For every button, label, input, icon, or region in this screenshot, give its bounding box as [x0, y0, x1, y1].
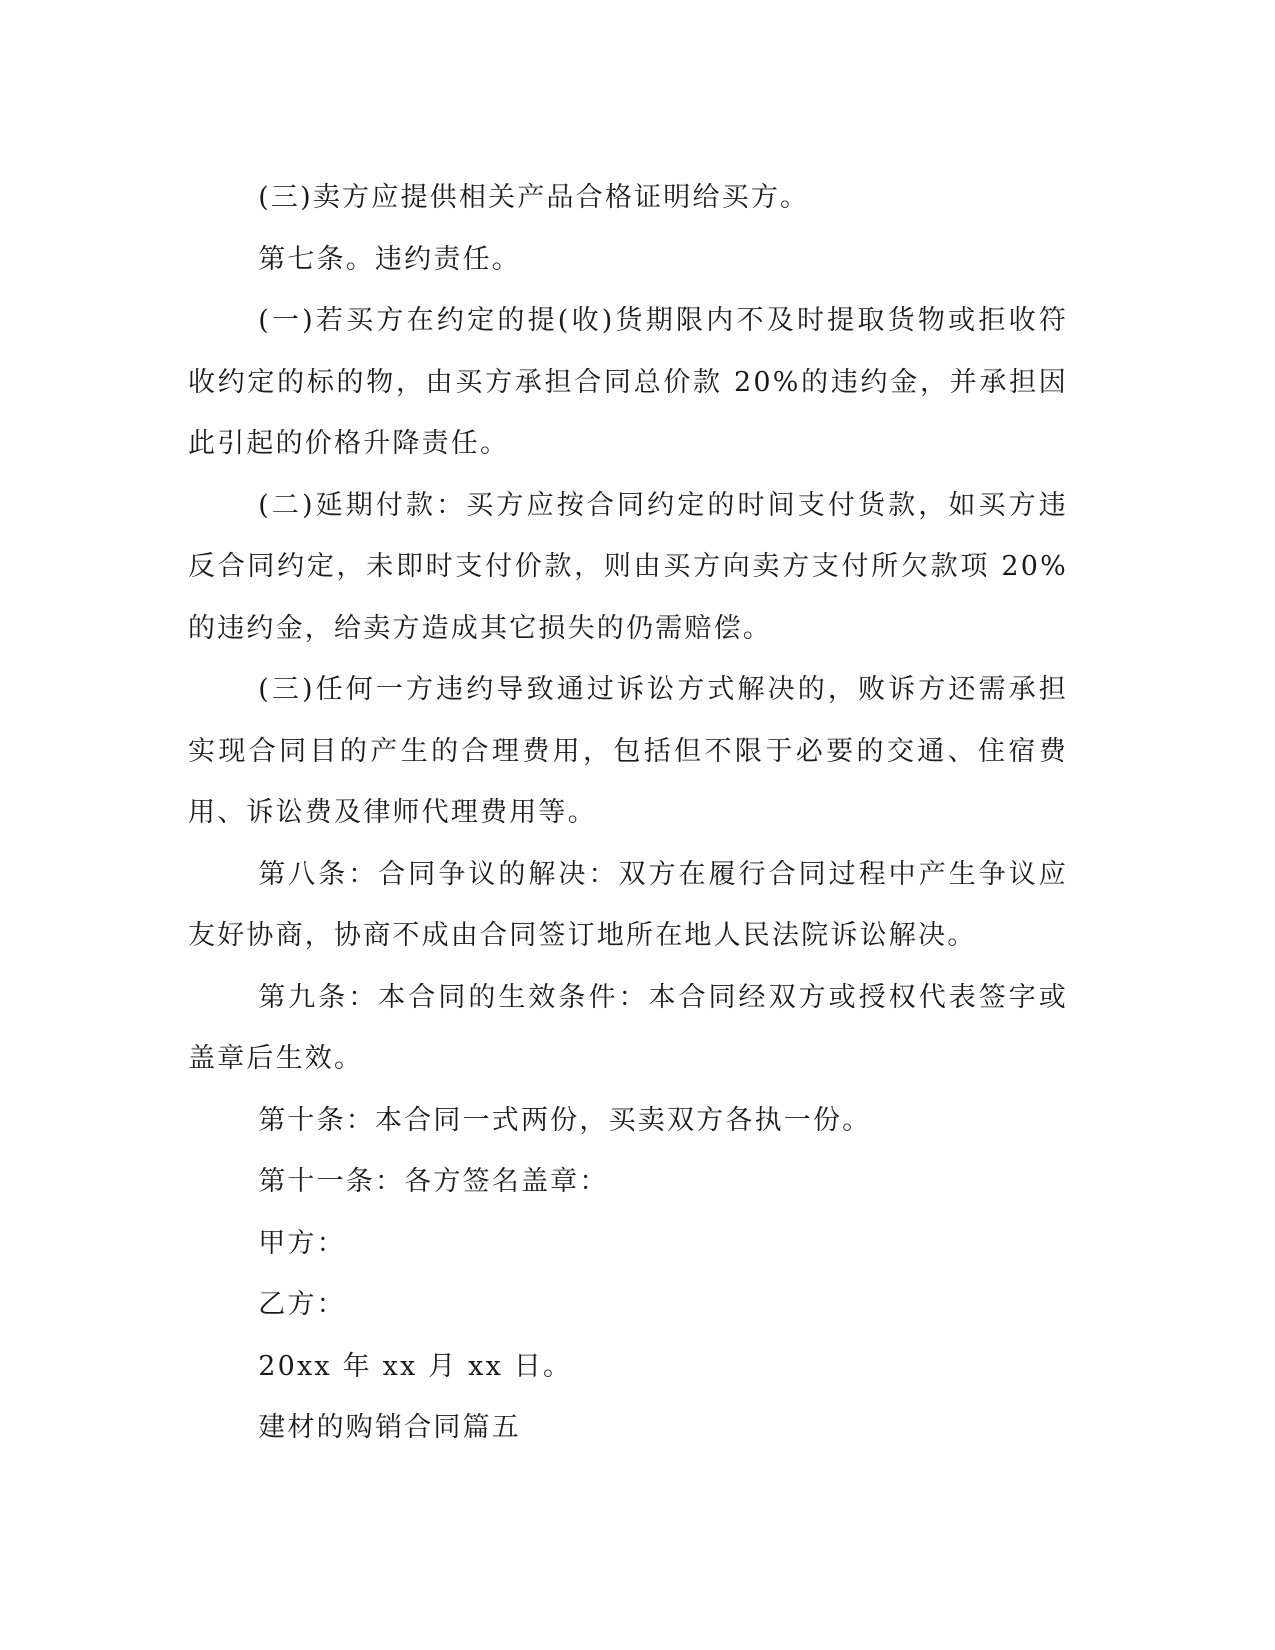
next-section-title: 建材的购销合同篇五 — [258, 1412, 521, 1443]
paragraph-buyer-pickup-breach: (一)若买方在约定的提(收)货期限内不及时提取货物或拒收符收约定的标的物，由买方承担合同总价款 20%的违约金，并承担因此引起的价格升降责任。 — [188, 305, 1068, 459]
paragraph-article-8-dispute: 第八条：合同争议的解决：双方在履行合同过程中产生争议应友好协商，协商不成由合同签订地所在地人民法院诉讼解决。 — [188, 858, 1068, 951]
paragraph-article-9-effect: 第九条：本合同的生效条件：本合同经双方或授权代表签字或盖章后生效。 — [188, 981, 1068, 1074]
signature-date: 20xx 年 xx 月 xx 日。 — [258, 1350, 573, 1382]
paragraph-article-10-copies: 第十条：本合同一式两份，买卖双方各执一份。 — [258, 1104, 872, 1136]
paragraph-article-11-signatures: 第十一条：各方签名盖章： — [258, 1166, 609, 1197]
paragraph-litigation-costs: (三)任何一方违约导致通过诉讼方式解决的，败诉方还需承担实现合同目的产生的合理费用，包括但不限于必要的交通、住宿费用、诉讼费及律师代理费用等。 — [188, 674, 1068, 828]
paragraph-seller-certificate: (三)卖方应提供相关产品合格证明给买方。 — [258, 182, 810, 213]
signature-party-b: 乙方： — [258, 1289, 346, 1320]
paragraph-late-payment: (二)延期付款：买方应按合同约定的时间支付货款，如买方违反合同约定，未即时支付价款，则由买方向卖方支付所欠款项 20%的违约金，给卖方造成其它损失的仍需赔偿。 — [188, 489, 1068, 644]
document-body — [188, 167, 1068, 1459]
paragraph-article-7-heading: 第七条。违约责任。 — [258, 243, 521, 275]
signature-party-a: 甲方： — [258, 1227, 346, 1259]
